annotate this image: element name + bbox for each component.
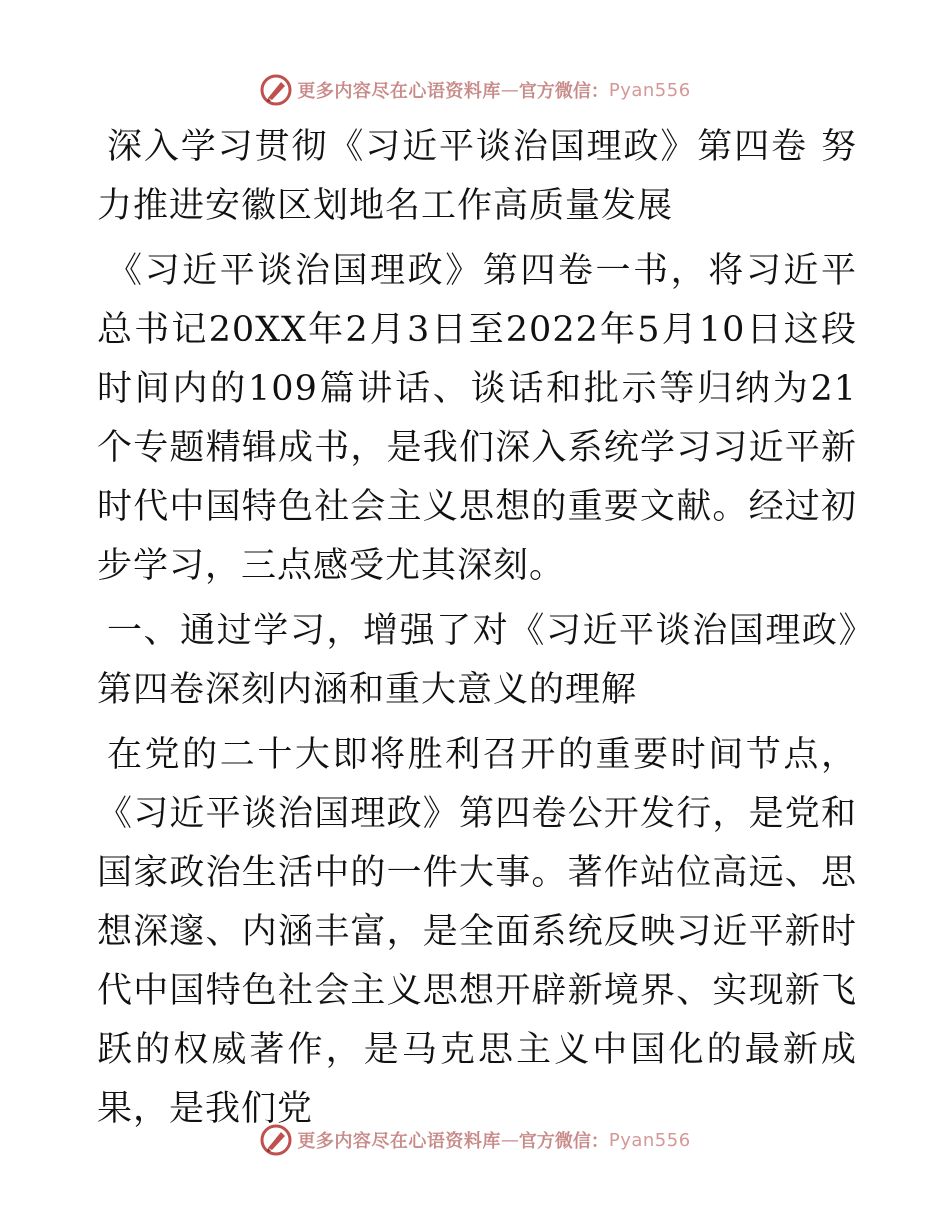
- section-1-paragraph: 在党的二十大即将胜利召开的重要时间节点，《习近平谈治国理政》第四卷公开发行，是党和国家政治生活中的一件大事。著作站位高远、思想深邃、内涵丰富，是全面系统反映习近平新时代中国特色社会主义思想开辟新境界、实现新飞跃的权威著作，是马克思主义中国化的最新成果，是我们党: [97, 735, 857, 1129]
- watermark-label: 官方微信：: [518, 1131, 609, 1152]
- section-1-heading: 一、通过学习，增强了对《习近平谈治国理政》第四卷深刻内涵和重大意义的理解: [97, 611, 857, 710]
- watermark-dash: —: [500, 79, 519, 101]
- watermark-brand: 更多内容尽在心语资料库: [297, 1131, 501, 1152]
- watermark-label: 官方微信：: [518, 81, 609, 102]
- pen-logo-icon: [259, 1123, 293, 1157]
- document-title: 深入学习贯彻《习近平谈治国理政》第四卷 努力推进安徽区划地名工作高质量发展: [97, 127, 857, 226]
- document-body: [97, 118, 857, 1145]
- intro-paragraph: 《习近平谈治国理政》第四卷一书，将习近平总书记20XX年2月3日至2022年5月10日这段时间内的109篇讲话、谈话和批示等归纳为21个专题精辑成书，是我们深入系统学习习近平新时代中国特色社会主义思想的重要文献。经过初步学习，三点感受尤其深刻。: [97, 251, 857, 586]
- watermark-banner-bottom: [0, 1120, 950, 1160]
- watermark-dash: —: [500, 1129, 519, 1151]
- watermark-wechat-id: Pyan556: [608, 1129, 691, 1151]
- watermark-banner-top: [0, 70, 950, 110]
- pen-logo-icon: [259, 73, 293, 107]
- watermark-wechat-id: Pyan556: [608, 79, 691, 101]
- watermark-brand: 更多内容尽在心语资料库: [297, 81, 501, 102]
